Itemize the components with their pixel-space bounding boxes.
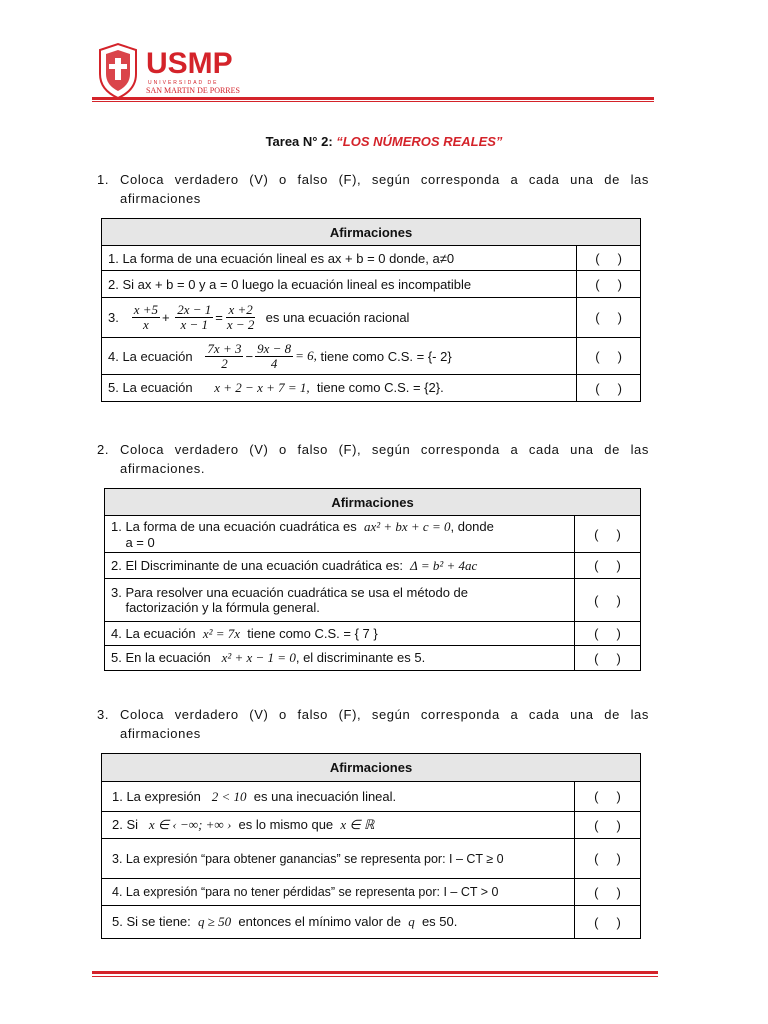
answer-box[interactable]: ( ) <box>575 812 641 839</box>
usmp-logo <box>96 40 246 100</box>
answer-box[interactable]: ( ) <box>577 271 641 298</box>
svg-text:SAN MARTIN DE PORRES: SAN MARTIN DE PORRES <box>146 86 240 95</box>
answer-box[interactable]: ( ) <box>575 579 641 622</box>
answer-box[interactable]: ( ) <box>577 338 641 375</box>
svg-text:UNIVERSIDAD DE: UNIVERSIDAD DE <box>148 80 219 86</box>
table-row: 2. El Discriminante de una ecuación cuadrática es: Δ = b² + 4ac ( ) <box>105 553 641 579</box>
answer-box[interactable]: ( ) <box>575 879 641 906</box>
table-row: 4. La expresión “para no tener pérdidas” se representa por: I – CT > 0 ( ) <box>102 879 641 906</box>
answer-box[interactable]: ( ) <box>577 375 641 402</box>
question-2: 2. Coloca verdadero (V) o falso (F), según corresponda a cada una de las afirmaciones. <box>97 442 649 476</box>
header-rule <box>92 97 654 100</box>
svg-text:USMP: USMP <box>146 47 233 80</box>
table-row: 4. La ecuación $\frac{7x + 3}{2}$ − $\frac{9x - 8}{4}$ = 6, tiene como C.S. = {- 2} ( ) <box>102 338 641 375</box>
table-3 <box>101 753 641 939</box>
answer-box[interactable]: ( ) <box>575 516 641 553</box>
table-row: 4. La ecuación x² = 7x tiene como C.S. = { 7 } ( ) <box>105 622 641 646</box>
page-title: Tarea N° 2: “LOS NÚMEROS REALES” <box>265 134 503 149</box>
table-row: 3. La expresión “para obtener ganancias” se representa por: I – CT ≥ 0 ( ) <box>102 839 641 879</box>
header-rule-thin <box>92 101 654 102</box>
table-header: Afirmaciones <box>102 754 641 782</box>
answer-box[interactable]: ( ) <box>575 782 641 812</box>
table-row: 3. $\frac{x +5}{x}$ + $\frac{2x - 1}{x - 1}$ = $\frac{x +2}{x - 2}$ es una ecuación racional ( ) <box>102 298 641 338</box>
table-row: 3. Para resolver una ecuación cuadrática se usa el método de factorización y la fórmula general. ( ) <box>105 579 641 622</box>
answer-box[interactable]: ( ) <box>575 553 641 579</box>
table-1 <box>101 218 641 402</box>
answer-box[interactable]: ( ) <box>577 298 641 338</box>
table-row: 1. La forma de una ecuación cuadrática es ax² + bx + c = 0, donde a = 0 ( ) <box>105 516 641 553</box>
answer-box[interactable]: ( ) <box>575 906 641 939</box>
table-row: 5. La ecuación x + 2 − x + 7 = 1, tiene como C.S. = {2}. ( ) <box>102 375 641 402</box>
table-header: Afirmaciones <box>105 489 641 516</box>
table-row: 2. Si ax + b = 0 y a = 0 luego la ecuación lineal es incompatible ( ) <box>102 271 641 298</box>
question-3: 3. Coloca verdadero (V) o falso (F), según corresponda a cada una de las afirmaciones <box>97 707 649 741</box>
answer-box[interactable]: ( ) <box>575 646 641 671</box>
answer-box[interactable]: ( ) <box>575 839 641 879</box>
table-header: Afirmaciones <box>102 219 641 246</box>
table-2 <box>104 488 641 671</box>
table-row: 5. En la ecuación x² + x − 1 = 0, el discriminante es 5. ( ) <box>105 646 641 671</box>
table-row: 1. La expresión 2 < 10 es una inecuación lineal. ( ) <box>102 782 641 812</box>
table-row: 1. La forma de una ecuación lineal es ax + b = 0 donde, a≠0 ( ) <box>102 246 641 271</box>
footer-rule <box>92 971 658 974</box>
table-row: 2. Si x ∈ ‹ −∞; +∞ › es lo mismo que x ∈ ℝ ( ) <box>102 812 641 839</box>
answer-box[interactable]: ( ) <box>577 246 641 271</box>
question-1: 1. Coloca verdadero (V) o falso (F), según corresponda a cada una de las afirmaciones <box>97 172 649 206</box>
table-row: 5. Si se tiene: q ≥ 50 entonces el mínimo valor de q es 50. ( ) <box>102 906 641 939</box>
footer-rule-thin <box>92 976 658 977</box>
answer-box[interactable]: ( ) <box>575 622 641 646</box>
